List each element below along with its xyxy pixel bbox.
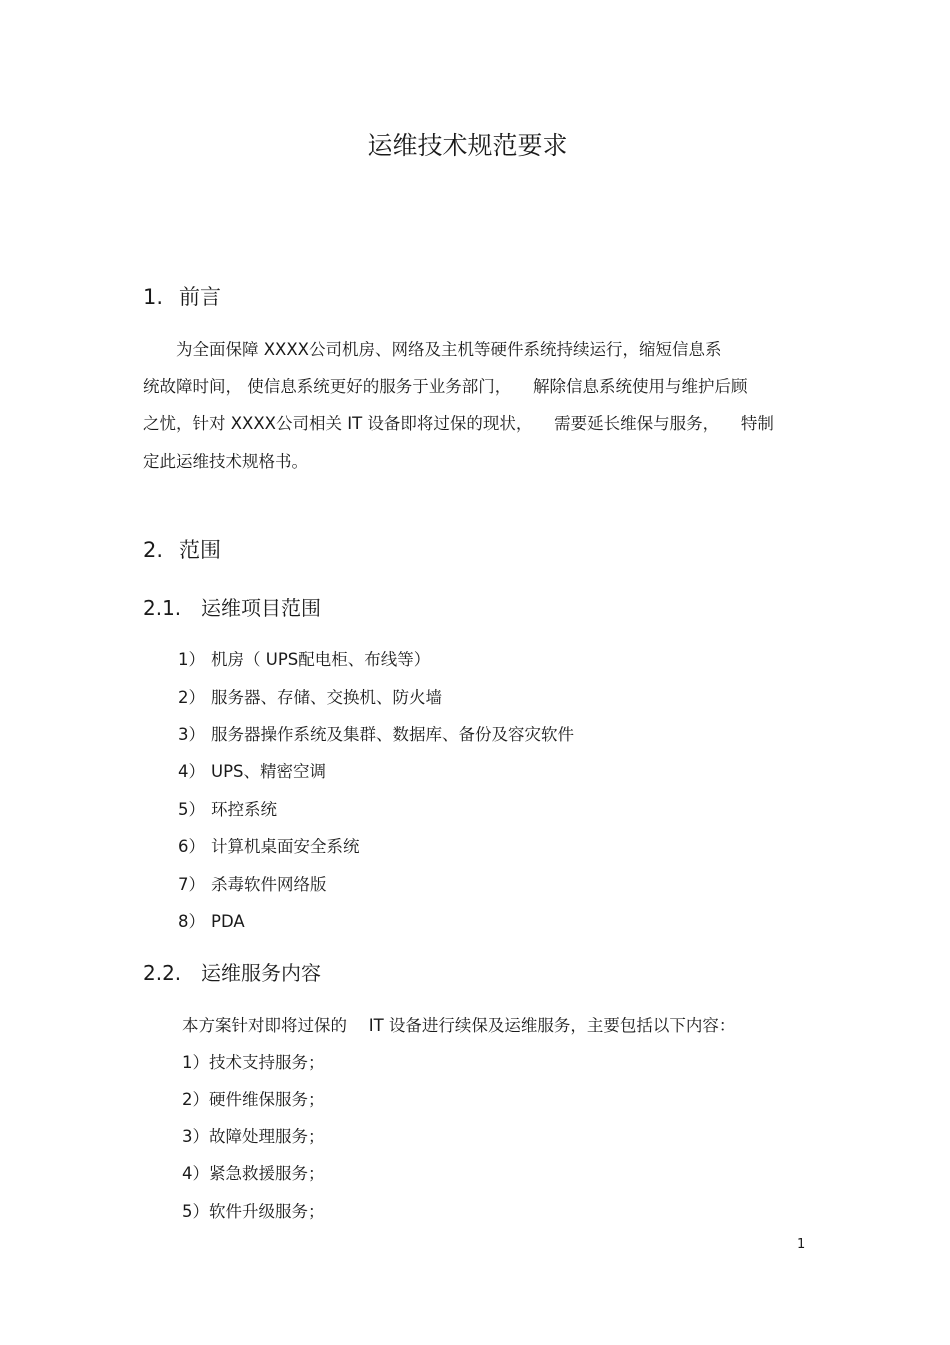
subsection-title: 运维服务内容 [201,961,321,985]
service-item: 5）软件升级服务； [182,1202,325,1221]
service-intro: 本方案针对即将过保的 IT 设备进行续保及运维服务，主要包括以下内容： [182,1016,736,1035]
section-title: 前言 [179,285,221,309]
subsection-number: 2.1. [143,596,182,620]
list-item-text: 服务器操作系统及集群、数据库、备份及容灾软件 [211,725,574,744]
subsection-number: 2.2. [143,961,182,985]
list-item [178,648,430,672]
list-item-text: 环控系统 [211,800,277,819]
service-item: 4）紧急救援服务； [182,1164,325,1183]
page-number: 1 [797,1237,806,1252]
list-item [178,760,326,784]
list-item-number: 5） [178,800,205,819]
subsection-heading-project-scope [143,593,321,623]
paragraph-line: 之忧，针对 XXXX公司相关 IT 设备即将过保的现状， 需要延长维保与服务， 特制 [143,414,774,433]
section-number: 1. [143,285,164,309]
list-item [178,873,327,897]
document-title: 运维技术规范要求 [367,131,568,160]
list-item-text: 杀毒软件网络版 [211,875,327,894]
paragraph-line: 为全面保障 XXXX公司机房、网络及主机等硬件系统持续运行，缩短信息系 [143,340,722,359]
list-item-text: 机房（ UPS配电柜、布线等） [211,650,431,669]
list-item-number: 4） [178,762,205,781]
section-heading-preface [143,282,221,312]
subsection-heading-service-content [143,958,321,988]
list-item [178,798,277,822]
list-item-number: 6） [178,837,205,856]
paragraph-line: 统故障时间， 使信息系统更好的服务于业务部门， 解除信息系统使用与维护后顾 [143,377,748,396]
list-item-number: 1） [178,650,205,669]
section-heading-scope [143,535,221,565]
list-item-number: 8） [178,912,205,931]
list-item-text: UPS、精密空调 [211,762,327,781]
list-item-text: 计算机桌面安全系统 [211,837,360,856]
service-item: 1）技术支持服务； [182,1053,325,1072]
list-item [178,835,360,859]
list-item [178,723,574,747]
section-number: 2. [143,538,164,562]
subsection-title: 运维项目范围 [201,596,321,620]
list-item [178,686,442,710]
list-item-number: 2） [178,688,205,707]
list-item-number: 7） [178,875,205,894]
list-item-text: 服务器、存储、交换机、防火墙 [211,688,442,707]
paragraph-line: 定此运维技术规格书。 [143,452,308,471]
section-title: 范围 [179,538,221,562]
service-item: 2）硬件维保服务； [182,1090,325,1109]
list-item-number: 3） [178,725,205,744]
list-item [178,910,245,934]
list-item-text: PDA [211,912,245,931]
service-item: 3）故障处理服务； [182,1127,325,1146]
